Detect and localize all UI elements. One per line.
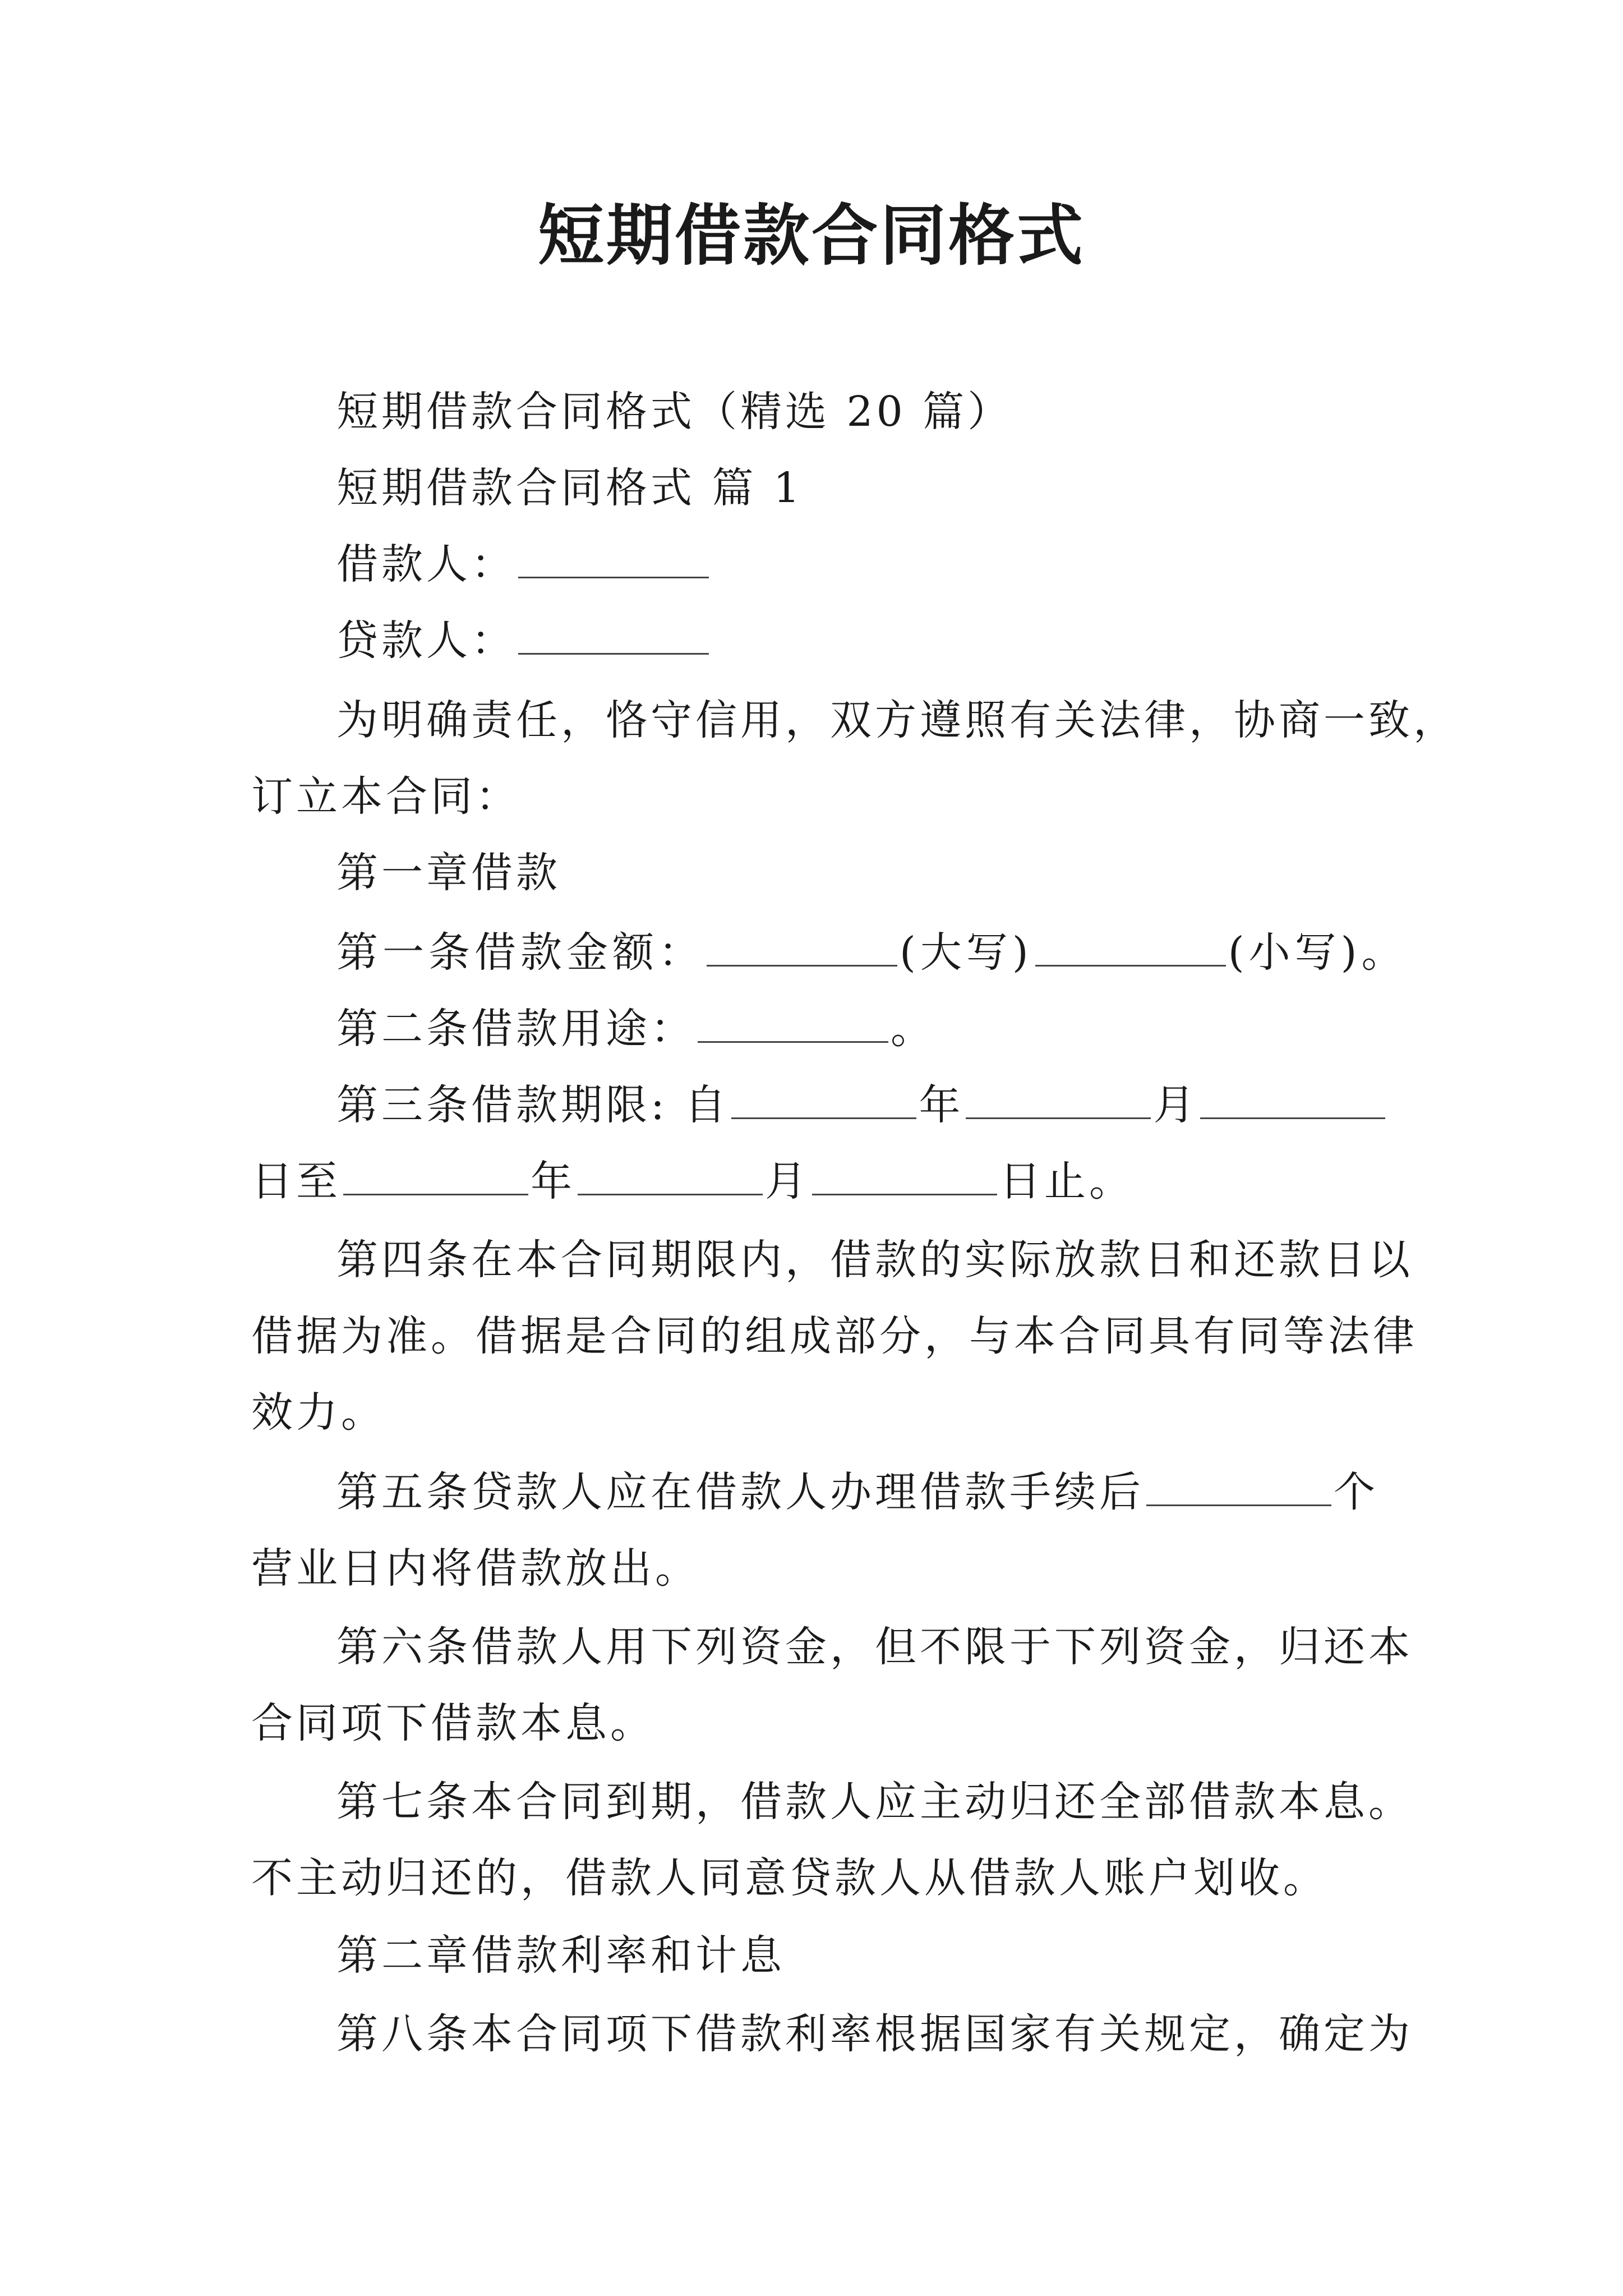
section-heading: 短期借款合同格式 篇 1 [336,464,804,512]
article-2 [336,1001,935,1057]
article-8-line-1: 第八条本合同项下借款利率根据国家有关规定，确定为 [336,2010,1413,2058]
preamble-line-1: 为明确责任，恪守信用，双方遵照有关法律，协商一致， [336,696,1458,744]
article-3-line-1 [336,1077,1387,1133]
end-year-label: 年 [531,1157,575,1205]
end-day-blank [812,1154,997,1195]
start-year-label: 年 [919,1081,964,1129]
lender-label: 贷款人： [336,616,516,665]
lender-blank [518,614,709,655]
business-days-blank [1146,1465,1331,1506]
article-1 [336,924,1408,981]
article-7-line-1: 第七条本合同到期，借款人应主动归还全部借款本息。 [336,1778,1413,1826]
article-6-line-1: 第六条借款人用下列资金，但不限于下列资金，归还本 [336,1623,1413,1671]
start-day-to-label: 日至 [251,1157,341,1205]
end-day-label: 日止。 [999,1157,1134,1205]
article-2-text: 第二条借款用途： [336,1005,695,1053]
preamble-line-2: 订立本合同： [251,772,520,821]
article-7-line-2: 不主动归还的，借款人同意贷款人从借款人账户划收。 [251,1854,1328,1902]
end-month-label: 月 [765,1157,810,1205]
start-day-blank [1200,1078,1385,1119]
article-5-unit: 个 [1334,1468,1378,1516]
article-5-line-2: 营业日内将借款放出。 [251,1544,700,1593]
article-5-text: 第五条贷款人应在借款人办理借款手续后 [336,1468,1144,1516]
document-title: 短期借款合同格式 [537,196,1085,274]
amount-figures-blank [1035,926,1226,967]
subtitle: 短期借款合同格式（精选 20 篇） [336,388,1013,436]
article-4-line-1: 第四条在本合同期限内，借款的实际放款日和还款日以 [336,1236,1413,1284]
borrower-blank [518,537,709,578]
chapter-2-heading: 第二章借款利率和计息 [336,1931,785,1980]
amount-words-blank [707,926,897,967]
article-1-xiaoxie: (小写)。 [1228,928,1408,977]
article-4-line-2: 借据为准。借据是合同的组成部分，与本合同具有同等法律 [251,1312,1418,1360]
article-4-line-3: 效力。 [251,1388,386,1437]
end-year-blank [343,1154,528,1195]
end-month-blank [578,1154,763,1195]
article-5-line-1 [336,1464,1378,1520]
chapter-1-heading: 第一章借款 [336,849,561,897]
lender-line [336,613,711,669]
article-6-line-2: 合同项下借款本息。 [251,1699,655,1747]
article-2-period: 。 [891,1005,935,1053]
article-1-text: 第一条借款金额： [336,928,704,977]
start-month-label: 月 [1153,1081,1198,1129]
article-1-daxie: (大写) [900,928,1033,977]
borrower-line [336,536,711,592]
borrower-label: 借款人： [336,540,516,588]
start-month-blank [966,1078,1151,1119]
start-year-blank [731,1078,916,1119]
purpose-blank [698,1002,888,1043]
article-3-text: 第三条借款期限: 自 [336,1081,730,1129]
article-3-line-2 [251,1153,1134,1209]
